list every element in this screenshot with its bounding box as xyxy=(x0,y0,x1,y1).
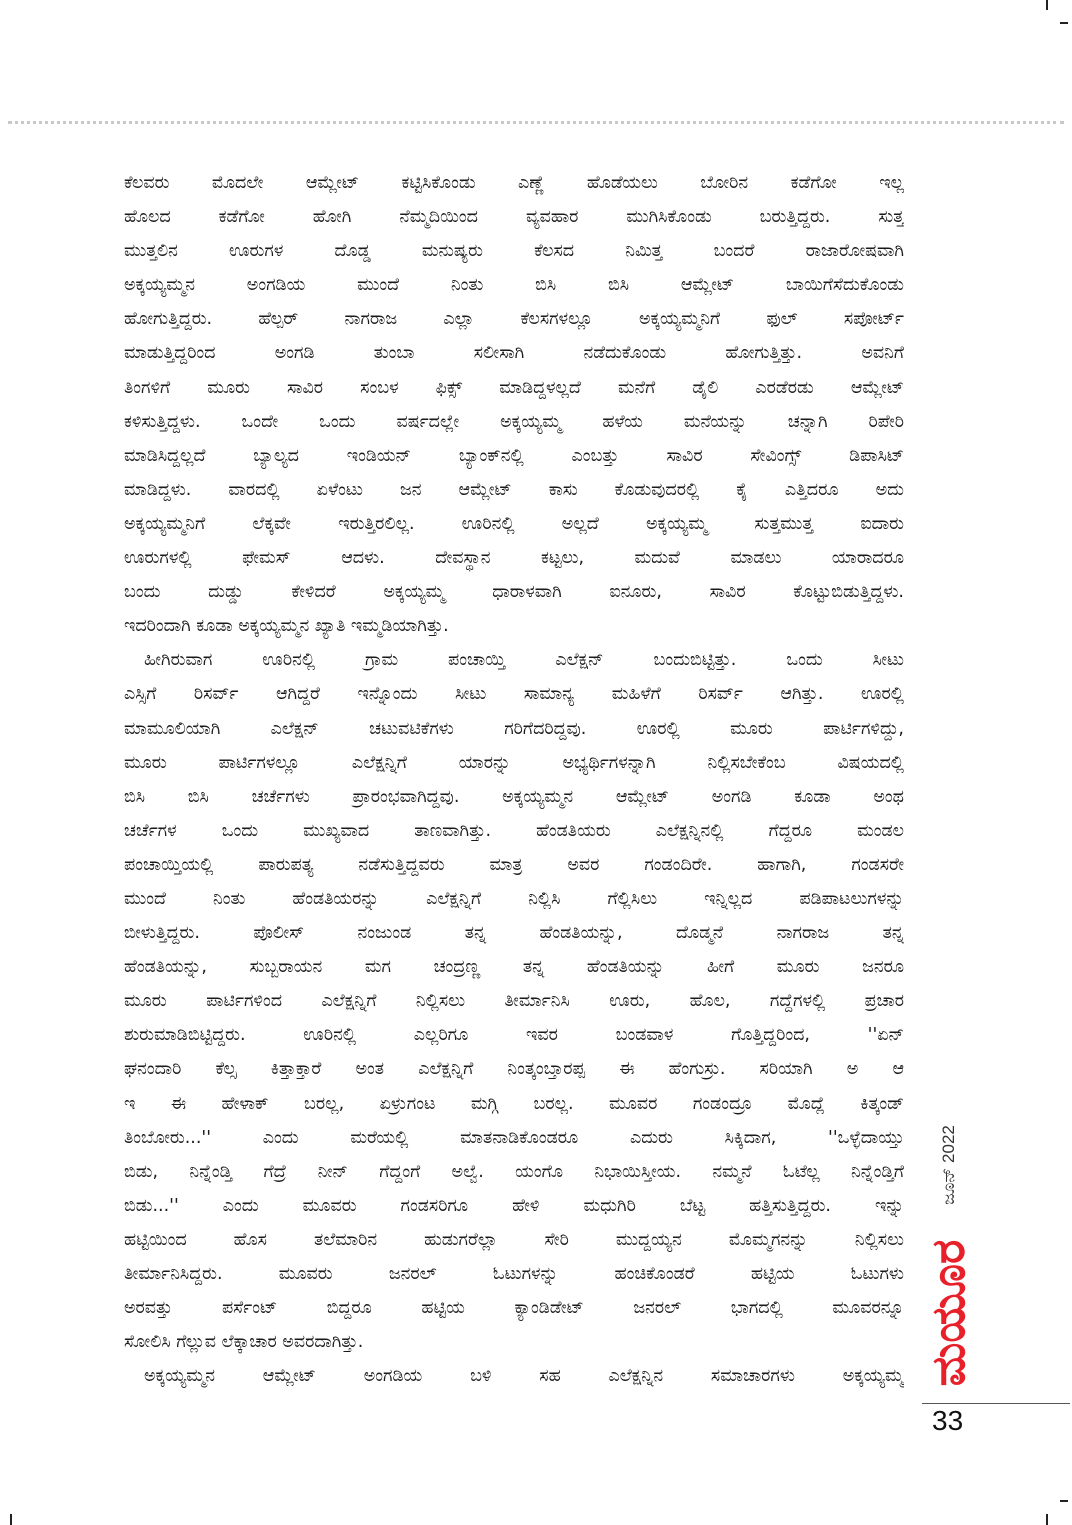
body-line: ಪಂಚಾಯ್ತಿಯಲ್ಲಿ ಪಾರುಪತ್ಯ ನಡೆಸುತ್ತಿದ್ದವರು ಮಾತ್ರ ಅವರ ಗಂಡಂದಿರೇ. ಹಾಗಾಗಿ, ಗಂಡಸರೇ xyxy=(124,854,904,875)
page-number: 33 xyxy=(932,1405,964,1436)
body-line: ಇದರಿಂದಾಗಿ ಕೂಡಾ ಅಕ್ಕಯ್ಯಮ್ಮನ ಖ್ಯಾತಿ ಇಮ್ಮಡಿಯಾಗಿತ್ತು. xyxy=(124,616,449,637)
body-line: ಕಳಿಸುತ್ತಿದ್ದಳು. ಒಂದೇ ಒಂದು ವರ್ಷದಲ್ಲೇ ಅಕ್ಕಯ್ಯಮ್ಮ ಹಳೆಯ ಮನೆಯನ್ನು ಚನ್ನಾಗಿ ರಿಪೇರಿ xyxy=(124,411,904,432)
body-line: ಸೋಲಿಸಿ ಗೆಲ್ಲುವ ಲೆಕ್ಕಾಚಾರ ಅವರದಾಗಿತ್ತು. xyxy=(124,1332,364,1353)
body-line: ಬೀಳುತ್ತಿದ್ದರು. ಪೊಲೀಸ್ ನಂಜುಂಡ ತನ್ನ ಹೆಂಡತಿಯನ್ನು, ದೊಡ್ಮನೆ ನಾಗರಾಜ ತನ್ನ xyxy=(124,923,904,944)
body-line: ತಿಂಗಳಿಗೆ ಮೂರು ಸಾವಿರ ಸಂಬಳ ಫಿಕ್ಸ್ ಮಾಡಿದ್ದಳಲ್ಲದೆ ಮನೆಗೆ ಡೈಲಿ ಎರಡೆರಡು ಆಮ್ಲೇಟ್ xyxy=(124,377,904,398)
body-line: ಮಾಡುತ್ತಿದ್ದರಿಂದ ಅಂಗಡಿ ತುಂಬಾ ಸಲೀಸಾಗಿ ನಡೆದುಕೊಂಡು ಹೋಗುತ್ತಿತ್ತು. ಅವನಿಗೆ xyxy=(124,343,904,364)
body-line: ಹೀಗಿರುವಾಗ ಊರಿನಲ್ಲಿ ಗ್ರಾಮ ಪಂಚಾಯ್ತಿ ಎಲೆಕ್ಷನ್ ಬಂದುಬಿಟ್ಟಿತ್ತು. ಒಂದು ಸೀಟು xyxy=(144,650,904,671)
crop-mark-top-right xyxy=(1046,0,1048,10)
body-line: ಮಾಮೂಲಿಯಾಗಿ ಎಲೆಕ್ಷನ್ ಚಟುವಟಿಕೆಗಳು ಗರಿಗೆದರಿದ್ದವು. ಊರಲ್ಲಿ ಮೂರು ಪಾರ್ಟಿಗಳಿದ್ದು, xyxy=(124,718,904,739)
body-line: ಅಕ್ಕಯ್ಯಮ್ಮನಿಗೆ ಲೆಕ್ಕವೇ ಇರುತ್ತಿರಲಿಲ್ಲ. ಊರಿನಲ್ಲಿ ಅಲ್ಲದೆ ಅಕ್ಕಯ್ಯಮ್ಮ ಸುತ್ತಮುತ್ತ ಐದಾರು xyxy=(124,513,904,534)
body-line: ಕೆಲವರು ಮೊದಲೇ ಆಮ್ಲೇಟ್ ಕಟ್ಟಿಸಿಕೊಂಡು ಎಣ್ಣೆ ಹೊಡೆಯಲು ಬೋರಿನ ಕಡೆಗೋ ಇಲ್ಲ xyxy=(124,173,904,193)
issue-date-text: ಜೂನ್ 2022 xyxy=(939,1125,958,1205)
body-line: ಮುಂದೆ ನಿಂತು ಹೆಂಡತಿಯರನ್ನು ಎಲೆಕ್ಷನ್ನಿಗೆ ನಿಲ್ಲಿಸಿ ಗೆಲ್ಲಿಸಿಲು ಇನ್ನಿಲ್ಲದ ಪಡಿಪಾಟಲುಗಳನ್ನು xyxy=(124,888,904,909)
crop-mark-top-right-side xyxy=(1060,22,1068,24)
body-line: ಹಟ್ಟಿಯಿಂದ ಹೊಸ ತಲೆಮಾರಿನ ಹುಡುಗರೆಲ್ಲಾ ಸೇರಿ ಮುದ್ದಯ್ಯನ ಮೊಮ್ಮಗನನ್ನು ನಿಲ್ಲಿಸಲು xyxy=(124,1229,904,1250)
body-line: ಚರ್ಚೆಗಳ ಒಂದು ಮುಖ್ಯವಾದ ತಾಣವಾಗಿತ್ತು. ಹೆಂಡತಿಯರು ಎಲೆಕ್ಷನ್ನಿನಲ್ಲಿ ಗೆದ್ದರೂ ಮಂಡಲ xyxy=(124,820,904,841)
body-line: ಮೂರು ಪಾರ್ಟಿಗಳಿಂದ ಎಲೆಕ್ಷನ್ನಿಗೆ ನಿಲ್ಲಿಸಲು ತೀರ್ಮಾನಿಸಿ ಊರು, ಹೊಲ, ಗದ್ದೆಗಳಲ್ಲಿ ಪ್ರಚಾರ xyxy=(124,991,904,1012)
body-line: ಮೂರು ಪಾರ್ಟಿಗಳಲ್ಲೂ ಎಲೆಕ್ಷನ್ನಿಗೆ ಯಾರನ್ನು ಅಭ್ಯರ್ಥಿಗಳನ್ನಾಗಿ ನಿಲ್ಲಿಸಬೇಕೆಂಬ ವಿಷಯದಲ್ಲಿ xyxy=(124,752,904,773)
crop-mark-bottom-right xyxy=(1046,1514,1048,1525)
body-line: ಮುತ್ತಲಿನ ಊರುಗಳ ದೊಡ್ಡ ಮನುಷ್ಯರು ಕೆಲಸದ ನಿಮಿತ್ತ ಬಂದರೆ ರಾಜಾರೋಷವಾಗಿ xyxy=(124,241,904,262)
body-line: ಬಿಡು, ನಿನ್ನೆಂಡ್ತಿ ಗೆದ್ರೆ ನೀನ್ ಗೆದ್ದಂಗೆ ಅಲ್ವೆ. ಯಂಗೊ ನಿಭಾಯಿಸ್ತೀಯ. ನಮ್ಮನೆ ಓಟೆಲ್ಲ ನಿನ್ನೆಂಡ್ತಿಗೆ xyxy=(124,1161,904,1182)
body-line: ಮಾಡಿಸಿದ್ದಲ್ಲದೆ ಬ್ಯಾಲ್ಯದ ಇಂಡಿಯನ್ ಬ್ಯಾಂಕ್‌ನಲ್ಲಿ ಎಂಬತ್ತು ಸಾವಿರ ಸೇವಿಂಗ್ಸ್ ಡಿಪಾಸಿಟ್ xyxy=(124,445,904,466)
body-line: ಮಾಡಿದ್ದಳು. ವಾರದಲ್ಲಿ ಏಳೆಂಟು ಜನ ಆಮ್ಲೇಟ್ ಕಾಸು ಕೊಡುವುದರಲ್ಲಿ ಕೈ ಎತ್ತಿದರೂ ಅದು xyxy=(124,479,904,500)
magazine-brand-text: ಮಯೂರ xyxy=(921,1239,975,1386)
body-line: ಊರುಗಳಲ್ಲಿ ಫೇಮಸ್ ಆದಳು. ದೇವಸ್ಥಾನ ಕಟ್ಟಲು, ಮದುವೆ ಮಾಡಲು ಯಾರಾದರೂ xyxy=(124,548,904,569)
body-line: ಅಕ್ಕಯ್ಯಮ್ಮನ ಆಮ್ಲೇಟ್ ಅಂಗಡಿಯ ಬಳಿ ಸಹ ಎಲೆಕ್ಷನ್ನಿನ ಸಮಾಚಾರಗಳು ಅಕ್ಕಯ್ಯಮ್ಮ xyxy=(144,1366,904,1387)
body-line: ಶುರುಮಾಡಿಬಿಟ್ಟಿದ್ದರು. ಊರಿನಲ್ಲಿ ಎಲ್ಲರಿಗೂ ಇವರ ಬಂಡವಾಳ ಗೊತ್ತಿದ್ದರಿಂದ, ''ಏನ್ xyxy=(124,1025,904,1046)
crop-mark-bottom-right-side xyxy=(1060,1500,1068,1502)
body-line: ಹೋಗುತ್ತಿದ್ದರು. ಹೆಲ್ಪರ್ ನಾಗರಾಜ ಎಲ್ಲಾ ಕೆಲಸಗಳಲ್ಲೂ ಅಕ್ಕಯ್ಯಮ್ಮನಿಗೆ ಫುಲ್ ಸಪೋರ್ಟ್ xyxy=(124,309,904,330)
body-line: ಬಿಡು...'' ಎಂದು ಮೂವರು ಗಂಡಸರಿಗೂ ಹೇಳಿ ಮಧುಗಿರಿ ಬೆಟ್ಟ ಹತ್ತಿಸುತ್ತಿದ್ದರು. ಇನ್ನು xyxy=(124,1195,904,1216)
body-line: ಬಿಸಿ ಬಿಸಿ ಚರ್ಚೆಗಳು ಪ್ರಾರಂಭವಾಗಿದ್ದವು. ಅಕ್ಕಯ್ಯಮ್ಮನ ಆಮ್ಲೇಟ್ ಅಂಗಡಿ ಕೂಡಾ ಅಂಥ xyxy=(124,786,904,807)
header-dotted-rule xyxy=(8,121,1064,124)
body-line: ಎಸ್ಸಿಗೆ ರಿಸರ್ವ್ ಆಗಿದ್ದರೆ ಇನ್ನೊಂದು ಸೀಟು ಸಾಮಾನ್ಯ ಮಹಿಳೆಗೆ ರಿಸರ್ವ್ ಆಗಿತ್ತು. ಊರಲ್ಲಿ xyxy=(124,684,904,705)
body-line: ಇ ಈ ಹೇಳಾಕ್ ಬರಲ್ಲ, ಏಳ್ರುಗಂಟ ಮಗ್ಗಿ ಬರಲ್ಲ. ಮೂವರ ಗಂಡಂದ್ರೂ ಮೊದ್ಲೆ ಕಿತ್ಕಂಡ್ xyxy=(124,1093,904,1114)
article-body xyxy=(124,166,904,1393)
body-line: ಹೆಂಡತಿಯನ್ನು, ಸುಬ್ಬರಾಯನ ಮಗ ಚಂದ್ರಣ್ಣ ತನ್ನ ಹೆಂಡತಿಯನ್ನು ಹೀಗೆ ಮೂರು ಜನರೂ xyxy=(124,957,904,978)
body-line: ತಿಂಬೋರು...'' ಎಂದು ಮರೆಯಲ್ಲಿ ಮಾತನಾಡಿಕೊಂಡರೂ ಎದುರು ಸಿಕ್ಕಿದಾಗ, ''ಒಳ್ಳೆದಾಯ್ತು xyxy=(124,1127,904,1148)
issue-date xyxy=(934,1110,964,1220)
body-line: ಅರವತ್ತು ಪರ್ಸೆಂಟ್ ಬಿದ್ದರೂ ಹಟ್ಟಿಯ ಕ್ಯಾಂಡಿಡೇಟ್ ಜನರಲ್ ಭಾಗದಲ್ಲಿ ಮೂವರನ್ನೂ xyxy=(124,1298,904,1319)
body-line: ಹೊಲದ ಕಡೆಗೋ ಹೋಗಿ ನೆಮ್ಮದಿಯಿಂದ ವ್ಯವಹಾರ ಮುಗಿಸಿಕೊಂಡು ಬರುತ್ತಿದ್ದರು. ಸುತ್ತ xyxy=(124,207,904,228)
body-line: ಘನಂದಾರಿ ಕೆಲ್ಸ ಕಿತ್ತಾಕ್ತಾರೆ ಅಂತ ಎಲೆಕ್ಷನ್ನಿಗೆ ನಿಂತ್ಕಂಬ್ತಾರಪ್ಪ ಈ ಹೆಂಗುಸ್ರು. ಸರಿಯಾಗಿ ಅ ಆ xyxy=(124,1059,904,1080)
body-line: ಅಕ್ಕಯ್ಯಮ್ಮನ ಅಂಗಡಿಯ ಮುಂದೆ ನಿಂತು ಬಿಸಿ ಬಿಸಿ ಆಮ್ಲೇಟ್ ಬಾಯಿಗೆಸೆದುಕೊಂಡು xyxy=(124,275,904,296)
folio-rule xyxy=(922,1403,1070,1404)
body-line: ತೀರ್ಮಾನಿಸಿದ್ದರು. ಮೂವರು ಜನರಲ್ ಓಟುಗಳನ್ನು ಹಂಚಿಕೊಂಡರೆ ಹಟ್ಟಿಯ ಓಟುಗಳು xyxy=(124,1264,904,1284)
crop-mark-bottom-left xyxy=(10,1514,12,1525)
body-line: ಬಂದು ದುಡ್ಡು ಕೇಳಿದರೆ ಅಕ್ಕಯ್ಯಮ್ಮ ಧಾರಾಳವಾಗಿ ಐನೂರು, ಸಾವಿರ ಕೊಟ್ಟುಬಿಡುತ್ತಿದ್ದಳು. xyxy=(124,582,904,603)
magazine-brand xyxy=(921,1225,975,1400)
